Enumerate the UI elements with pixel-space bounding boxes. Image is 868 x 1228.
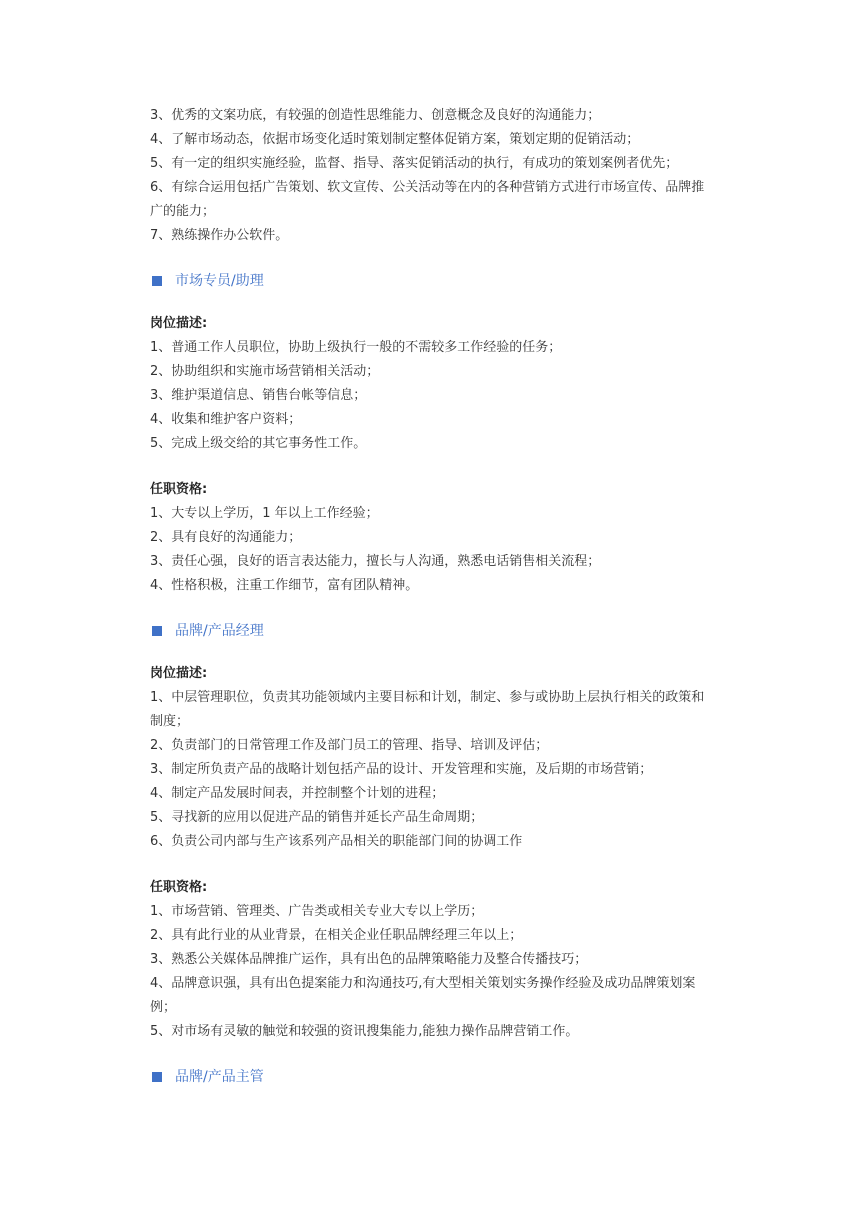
- requirements-label: 任职资格:: [150, 880, 208, 895]
- list-item: 2、协助组织和实施市场营销相关活动；: [150, 364, 380, 379]
- square-bullet-icon: [152, 276, 162, 286]
- list-item: 例；: [150, 1000, 177, 1015]
- spacer: [150, 598, 720, 618]
- list-item: 3、优秀的文案功底，有较强的创造性思维能力、创意概念及良好的沟通能力；: [150, 108, 601, 123]
- list-item: 5、寻找新的应用以促进产品的销售并延长产品生命周期；: [150, 810, 484, 825]
- square-bullet-icon: [152, 626, 162, 636]
- spacer: [150, 854, 720, 876]
- list-item: 4、制定产品发展时间表，并控制整个计划的进程；: [150, 786, 445, 801]
- job-description-list: [150, 336, 720, 456]
- list-item: 4、性格积极，注重工作细节，富有团队精神。: [150, 578, 419, 593]
- top-requirements-list: [150, 104, 720, 248]
- list-item: 4、品牌意识强，具有出色提案能力和沟通技巧,有大型相关策划实务操作经验及成功品牌策划案: [150, 976, 696, 991]
- list-item: 制度；: [150, 714, 190, 729]
- section-heading-brand-product-supervisor: [150, 1064, 720, 1090]
- list-item: 1、大专以上学历，1 年以上工作经验；: [150, 506, 379, 521]
- requirements-label: 任职资格:: [150, 482, 208, 497]
- spacer: [150, 456, 720, 478]
- list-item: 2、具有此行业的从业背景，在相关企业任职品牌经理三年以上；: [150, 928, 523, 943]
- spacer: [150, 1044, 720, 1064]
- square-bullet-icon: [152, 1072, 162, 1082]
- list-item: 7、熟练操作办公软件。: [150, 228, 289, 243]
- list-item: 1、市场营销、管理类、广告类或相关专业大专以上学历；: [150, 904, 484, 919]
- list-item: 1、普通工作人员职位，协助上级执行一般的不需较多工作经验的任务；: [150, 340, 562, 355]
- list-item: 1、中层管理职位，负责其功能领域内主要目标和计划，制定、参与或协助上层执行相关的政策和: [150, 690, 705, 705]
- document-page: [150, 104, 720, 1108]
- section-title: 品牌/产品经理: [175, 623, 264, 639]
- list-item: 4、收集和维护客户资料；: [150, 412, 302, 427]
- list-item: 5、完成上级交给的其它事务性工作。: [150, 436, 367, 451]
- list-item: 5、有一定的组织实施经验，监督、指导、落实促销活动的执行，有成功的策划案例者优先；: [150, 156, 679, 171]
- list-item: 5、对市场有灵敏的触觉和较强的资讯搜集能力,能独力操作品牌营销工作。: [150, 1024, 579, 1039]
- list-item: 6、负责公司内部与生产该系列产品相关的职能部门间的协调工作: [150, 834, 523, 849]
- list-item: 3、制定所负责产品的战略计划包括产品的设计、开发管理和实施，及后期的市场营销；: [150, 762, 653, 777]
- job-description-label: 岗位描述:: [150, 666, 208, 681]
- requirements-list: [150, 502, 720, 598]
- section-title: 市场专员/助理: [175, 273, 264, 289]
- list-item: 3、维护渠道信息、销售台帐等信息；: [150, 388, 367, 403]
- requirements-list: [150, 900, 720, 1044]
- list-item: 6、有综合运用包括广告策划、软文宣传、公关活动等在内的各种营销方式进行市场宣传、品牌推: [150, 180, 705, 195]
- list-item: 3、责任心强，良好的语言表达能力，擅长与人沟通，熟悉电话销售相关流程；: [150, 554, 601, 569]
- list-item: 2、具有良好的沟通能力；: [150, 530, 302, 545]
- list-item: 3、熟悉公关媒体品牌推广运作，具有出色的品牌策略能力及整合传播技巧；: [150, 952, 588, 967]
- list-item: 广的能力；: [150, 204, 216, 219]
- spacer: [150, 248, 720, 268]
- section-heading-brand-product-manager: [150, 618, 720, 644]
- list-item: 4、了解市场动态，依据市场变化适时策划制定整体促销方案，策划定期的促销活动；: [150, 132, 640, 147]
- section-heading-marketing-specialist: [150, 268, 720, 294]
- list-item: 2、负责部门的日常管理工作及部门员工的管理、指导、培训及评估；: [150, 738, 549, 753]
- job-description-list: [150, 686, 720, 854]
- section-title: 品牌/产品主管: [175, 1069, 264, 1085]
- job-description-label: 岗位描述:: [150, 316, 208, 331]
